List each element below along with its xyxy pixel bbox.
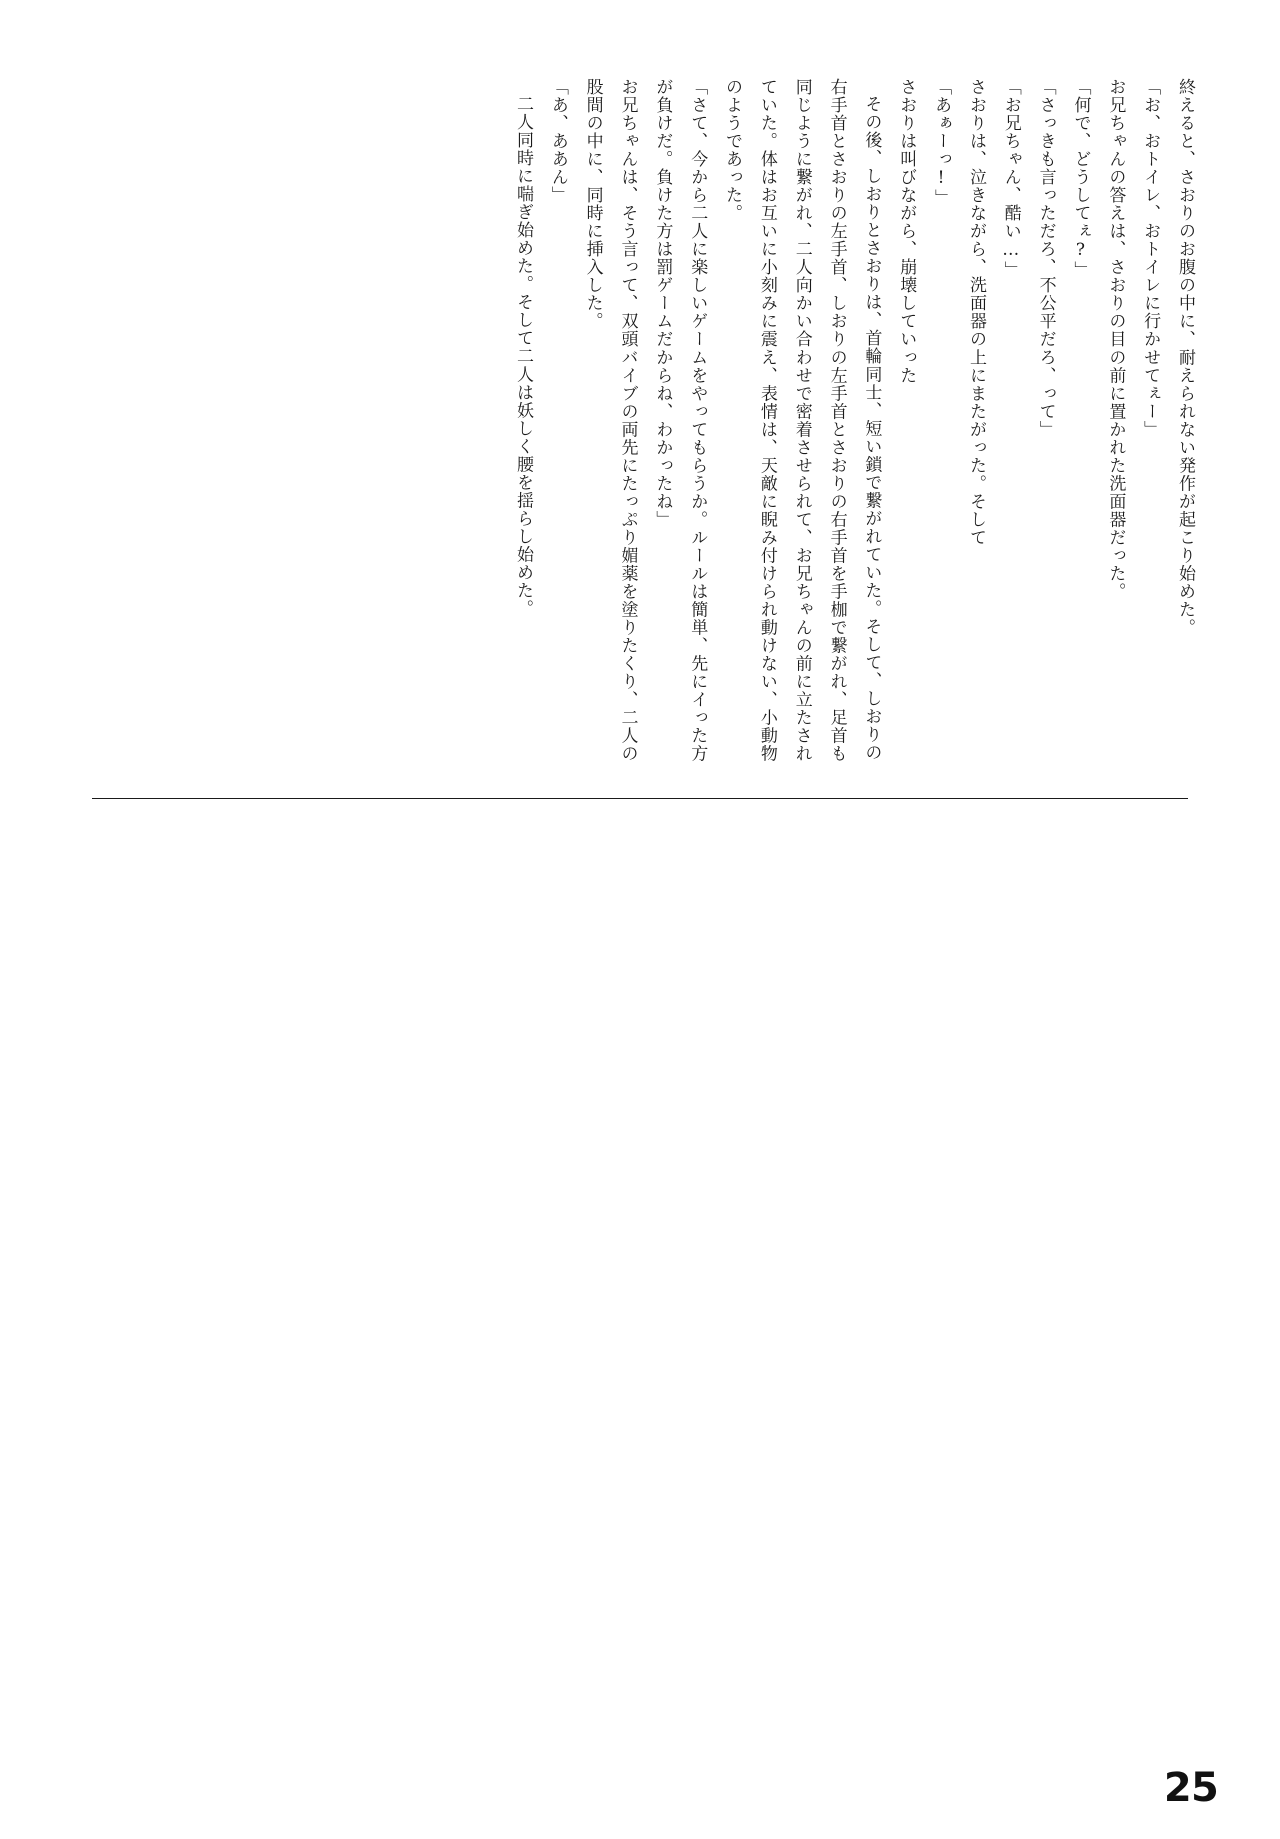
paragraph: 「お、おトイレ、おトイレに行かせてぇー」 — [1140, 78, 1161, 439]
page-number: 25 — [1163, 1765, 1218, 1811]
paragraph: 「お兄ちゃん、酷い…」 — [1000, 78, 1021, 280]
paragraph: 「あぁーっ!」 — [931, 78, 952, 208]
paragraph: お兄ちゃんは、そう言って、双頭バイブの両先にたっぷり媚薬を塗りたくり、二人の股間の中に、同時に挿入した。 — [582, 78, 638, 763]
paragraph: 終えると、さおりのお腹の中に、耐えられない発作が起こり始めた。 — [1175, 78, 1195, 637]
paragraph: さおりは叫びながら、崩壊していった — [896, 78, 917, 385]
paragraph: 「さて、今から二人に楽しいゲームをやってもらうか。ルールは簡単、先にイった方が負けだ。負けた方は罰ゲームだからね、わかったね」 — [652, 78, 708, 763]
paragraph: 「あ、ああん」 — [547, 78, 568, 205]
paragraph: お兄ちゃんの答えは、さおりの目の前に置かれた洗面器だった。 — [1105, 78, 1126, 601]
paragraph: さおりは、泣きながら、洗面器の上にまたがった。そして — [965, 78, 986, 547]
body-text — [512, 78, 1202, 778]
paragraph: 「さっきも言っただろ、不公平だろ、って」 — [1035, 78, 1056, 439]
horizontal-divider — [92, 798, 1188, 799]
paragraph: 二人同時に喘ぎ始めた。そして二人は妖しく腰を揺らし始めた。 — [512, 95, 533, 618]
paragraph: その後、しおりとさおりは、首輪同士、短い鎖で繋がれていた。そして、しおりの右手首とさおりの左手首、しおりの左手首とさおりの右手首を手枷で繋がれ、足首も同じように繋がれ、二人向かい合わせで密着させられて、お兄ちゃんの前に立たされていた。体はお互いに小刻みに震え、表情は、天敵に睨み付けられ動けない、小動物のようであった。 — [722, 78, 882, 763]
paragraph: 「何で、どうしてぇ?」 — [1070, 78, 1091, 280]
